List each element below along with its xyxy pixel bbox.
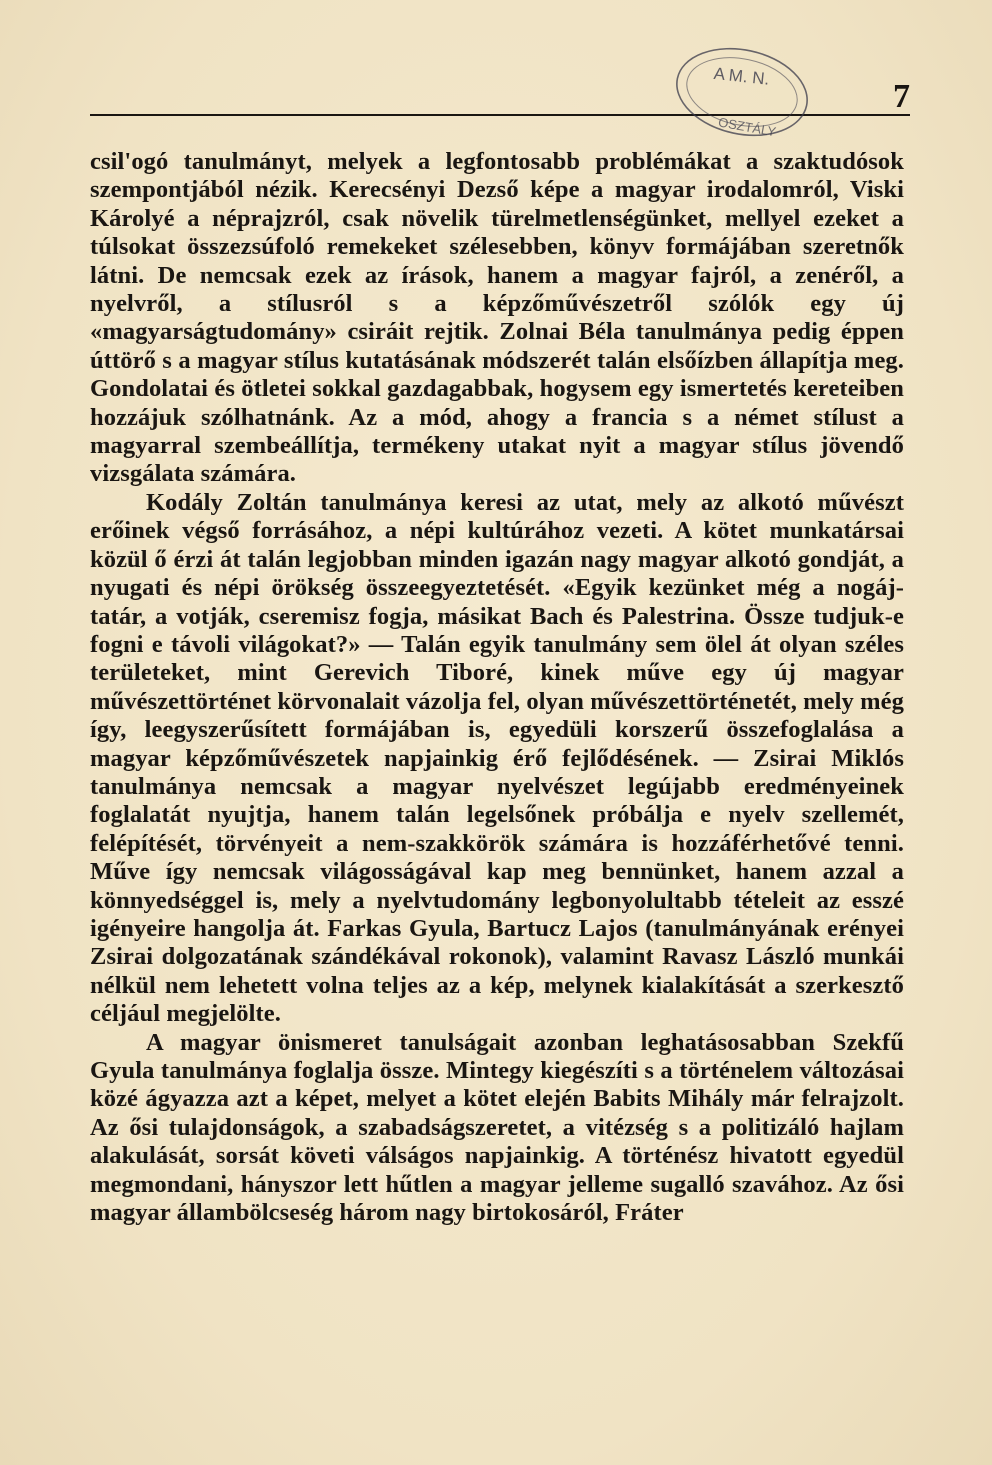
paragraph-3: A magyar önismeret tanulságait azonban leghatásosabban Szekfű Gyula tanulmánya foglalja össze. Mintegy kiegészíti s a történelem változásai közé ágyazza azt a képet, melyet a kötet elején Babits Mihály már felrajzolt. Az ősi tulajdonságok, a szabadságszeretet, a vitézség s a politizáló hajlam alakulását, sorsát követi válságos napjainkig. A történész hivatott egyedül megmondani, hányszor lett hűtlen a magyar jelleme sugalló szavához. Az ősi magyar állambölcseség három nagy birtokosáról, Fráter bbox=[90, 1028, 904, 1227]
svg-text:A M. N.: A M. N. bbox=[712, 64, 771, 89]
paragraph-2: Kodály Zoltán tanulmánya keresi az utat, mely az alkotó művészt erőinek végső forrásához, a népi kultúrához vezeti. A kötet munkatársai közül ő érzi át talán legjobban minden igazán nagy magyar alkotó gondját, a nyugati és népi örökség összeegyeztetését. «Egyik kezünket még a nogáj-tatár, a votják, cseremisz fogja, másikat Bach és Palestrina. Össze tudjuk-e fogni e távoli világokat?» — Talán egyik tanulmány sem ölel át olyan széles területeket, mint Gerevich Tiboré, kinek műve egy új magyar művészettörténet körvonalait vázolja fel, olyan művészettörténetét, mely még így, leegyszerűsített formájában is, egyedüli korszerű összefoglalása a magyar képzőművészetek napjainkig érő fejlődésének. — Zsirai Miklós tanulmánya nemcsak a magyar nyelvészet legújabb eredményeinek foglalatát nyujtja, hanem talán legelsőnek próbálja e nyelv szellemét, felépítését, törvényeit a nem-szakkörök számára is hozzáférhetővé tenni. Műve így nemcsak világosságával kap meg bennünket, hanem azzal a könnyedséggel is, mely a nyelvtudomány legbonyolultabb tételeit az esszé igényeire hangolja át. Farkas Gyula, Bartucz Lajos (tanulmányának erényei Zsirai dolgozatának szándékával rokonok), valamint Ravasz László munkái nélkül nem lehetett volna teljes az a kép, melynek kialakítását a szerkesztő céljául megjelölte. bbox=[90, 488, 904, 1028]
svg-text:OSZTÁLY: OSZTÁLY bbox=[717, 114, 778, 140]
body-text bbox=[90, 148, 904, 1227]
library-stamp bbox=[664, 40, 824, 150]
paragraph-1: csil'ogó tanulmányt, melyek a legfontosabb problémákat a szaktudósok szempontjából nézik. Kerecsényi Dezső képe a magyar irodalomról, Viski Károlyé a néprajzról, csak növelik türelmetlenségünket, mellyel ezeket a túlsokat összezsúfoló remekeket szélesebben, könyv formájában szeretnők látni. De nemcsak ezek az írások, hanem a magyar fajról, a zenéről, a nyelvről, a stílusról s a képzőművészetről szólók egy új «magyarságtudomány» csiráit rejtik. Zolnai Béla tanulmánya pedig éppen úttörő s a magyar stílus kutatásának módszerét talán elsőízben állapítja meg. Gondolatai és ötletei sokkal gazdagabbak, hogysem egy ismertetés kereteiben hozzájuk szólhatnánk. Az a mód, ahogy a francia s a német stílust a magyarral szembeállítja, termékeny utakat nyit a magyar stílus jövendő vizsgálata számára. bbox=[90, 148, 904, 488]
page-number: 7 bbox=[893, 78, 910, 115]
